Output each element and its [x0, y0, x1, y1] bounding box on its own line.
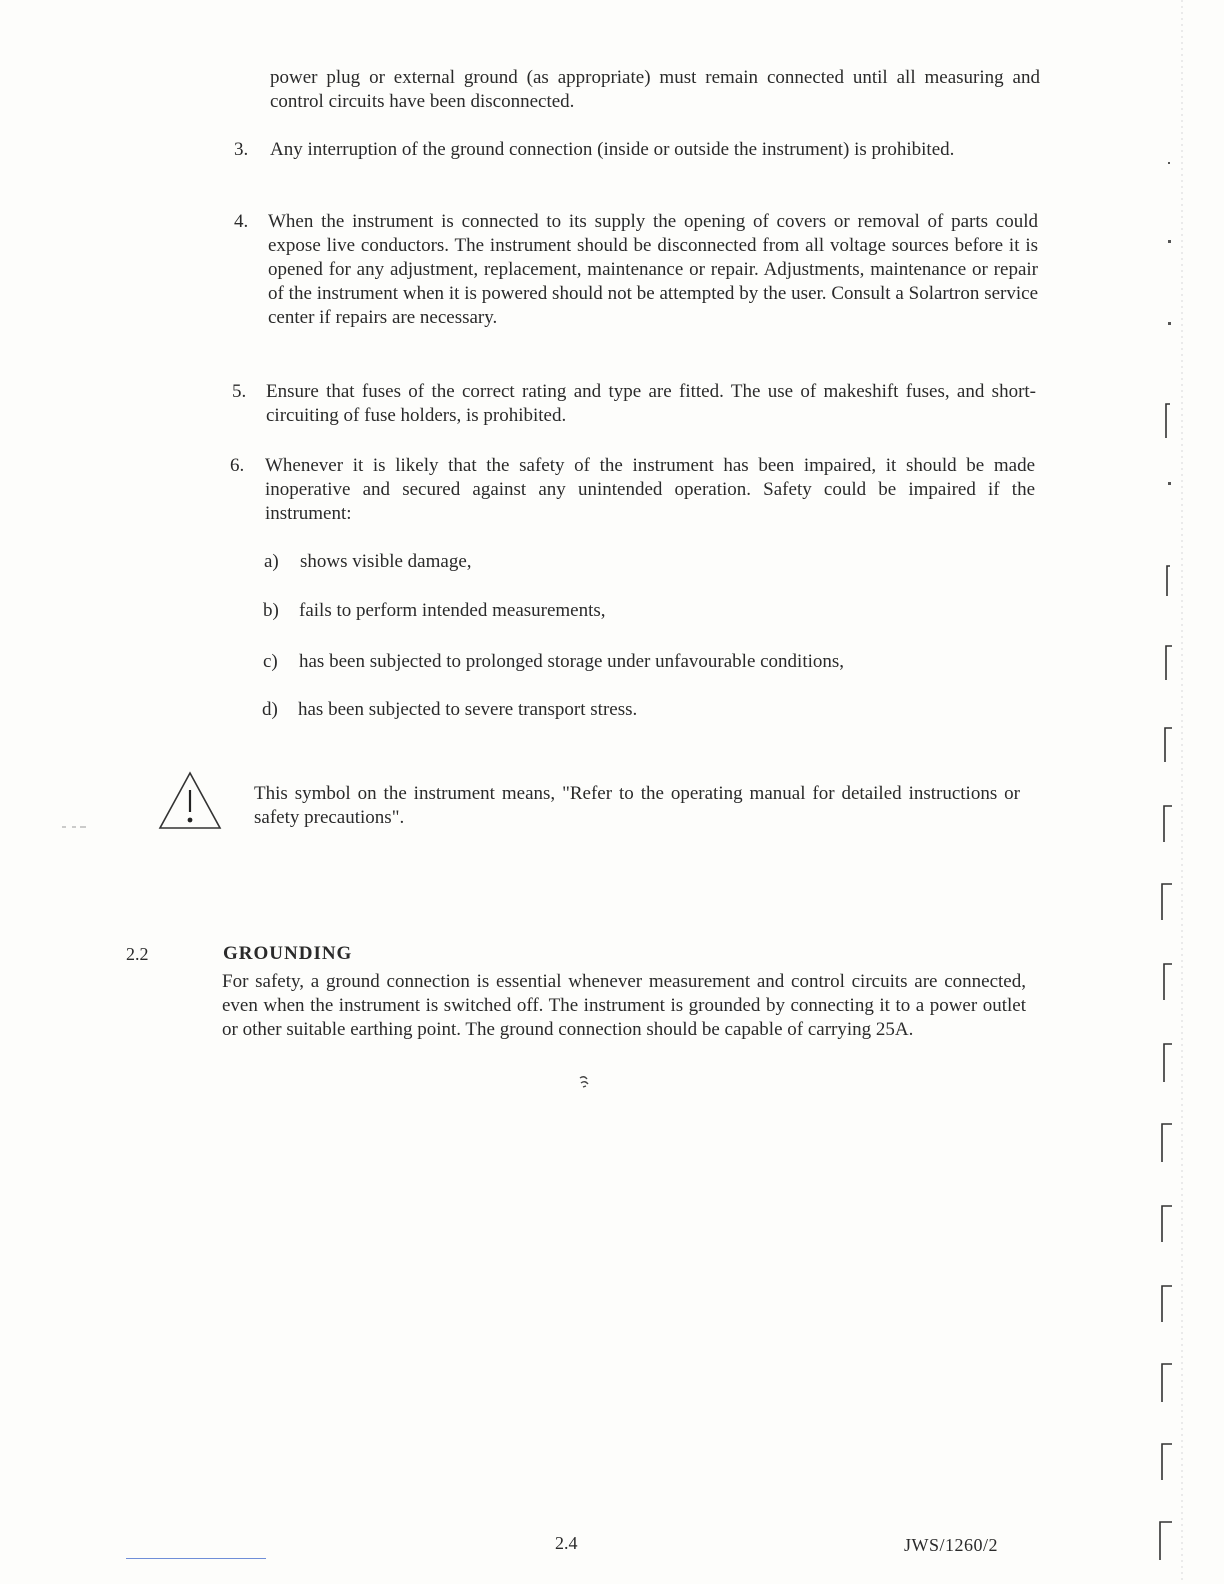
subitem-a-letter: a)	[264, 551, 279, 572]
warning-triangle-icon	[158, 770, 222, 830]
item-3-text: Any interruption of the ground connection (inside or outside the instrument) is prohibited.	[270, 139, 955, 160]
item-3-number: 3.	[234, 139, 249, 160]
intro-paragraph: power plug or external ground (as appropriate) must remain connected until all measuring and control circuits have been disconnected.	[270, 67, 1040, 112]
page-number: 2.4	[555, 1533, 578, 1553]
item-5-number: 5.	[232, 381, 247, 402]
subitem-b-letter: b)	[263, 600, 279, 621]
footer-rule	[126, 1558, 266, 1559]
item-6-text: Whenever it is likely that the safety of the instrument has been impaired, it should be made inoperative and secured against any unintended operation. Safety could be impaired if the instrument:	[265, 455, 1035, 524]
section-body: For safety, a ground connection is essential whenever measurement and control circuits are connected, even when the instrument is switched off. The instrument is grounded by connecting it to a power outlet or other suitable earthing point. The ground connection should be capable of carrying 25A.	[222, 971, 1026, 1040]
section-title: GROUNDING	[223, 943, 353, 964]
item-4-number: 4.	[234, 211, 249, 232]
warning-text: This symbol on the instrument means, "Refer to the operating manual for detailed instructions or safety precautions".	[254, 783, 1020, 828]
subitem-b-text: fails to perform intended measurements,	[299, 600, 606, 621]
scan-speck-icon	[578, 1074, 590, 1090]
margin-mark-icon	[62, 826, 86, 828]
subitem-c-text: has been subjected to prolonged storage under unfavourable conditions,	[299, 651, 845, 672]
subitem-a-text: shows visible damage,	[300, 551, 472, 572]
item-6-number: 6.	[230, 455, 245, 476]
document-reference: JWS/1260/2	[904, 1535, 999, 1555]
item-5-text: Ensure that fuses of the correct rating and type are fitted. The use of makeshift fuses, and short-circuiting of fuse holders, is prohibited.	[266, 381, 1036, 426]
binder-edge-marks	[1150, 0, 1224, 1584]
subitem-d-text: has been subjected to severe transport stress.	[298, 699, 638, 720]
section-number: 2.2	[126, 944, 149, 964]
item-4-text: When the instrument is connected to its supply the opening of covers or removal of parts could expose live conductors. The instrument should be disconnected from all voltage sources before it is opened for any adjustment, replacement, maintenance or repair. Adjustments, maintenance or repair of the instrument when it is powered should not be attempted by the user. Consult a Solartron service center if repairs are necessary.	[268, 211, 1038, 328]
subitem-d-letter: d)	[262, 699, 278, 720]
subitem-c-letter: c)	[263, 651, 278, 672]
